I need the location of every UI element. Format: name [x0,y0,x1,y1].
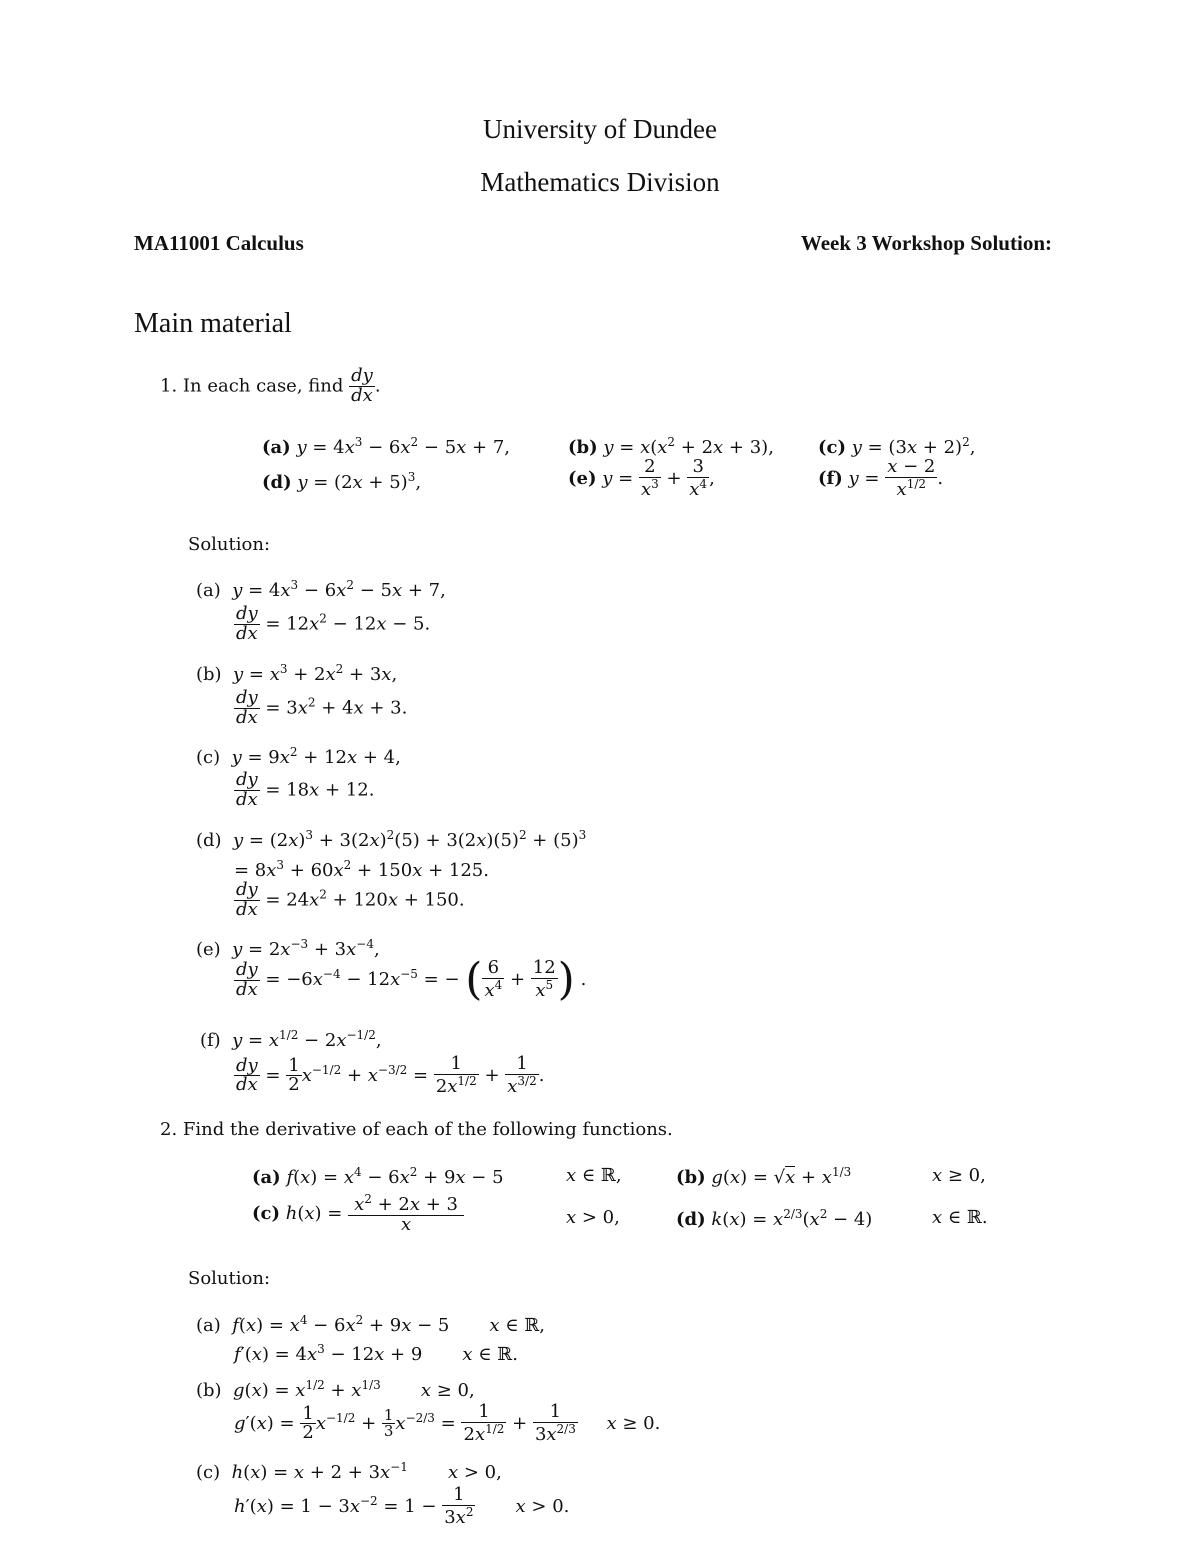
q1-sol-e: (e) $y = 2x^{-3} + 3x^{-4}$, [196,937,380,960]
q2-part-d: (d) $k(x) = x^{2/3}(x^2 - 4)$ [676,1207,873,1230]
q2-part-a-domain: x ∈ ℝ, [566,1165,622,1186]
q1-part-f: (f) y = $\frac{x - 2}{x^{1/2}}$ . [818,456,944,500]
question-prompt: In each case, find [182,375,344,397]
q1-part-a: (a) $y = 4x^3 - 6x^2 - 5x + 7$, [262,435,511,458]
q2-sol-c-deriv: $h'(x) = 1 - 3x^{-2} = 1$ − $\frac{1}{3x^2}$ x > 0. [234,1484,570,1528]
q1-sol-c: (c) $y = 9x^2 + 12x + 4$, [196,745,401,768]
question-number: 1. [160,375,178,397]
q2-sol-b-deriv: g′(x) = $\frac{1}{2}$ $x^{-1/2}$ + $\frac{1}{3}$ $x^{-2/3}$ = $\frac{1}{2x^{1/2}}$ + $\frac{1}{3x^{2/3}}$ x ≥ 0. [234,1401,661,1445]
q1-sol-f-deriv: $\frac{dy}{dx}$ = $\frac{1}{2}$ $x^{-1/2} + x^{-3/2}$ = $\frac{1}{2x^{1/2}}$ + $\frac{1}{x^{3/2}}$ . [236,1053,545,1097]
q2-sol-c: (c) $h(x) = x + 2 + 3x^{-1}$ x > 0, [196,1460,502,1483]
section-heading: Main material [134,308,292,339]
q2-part-b-domain: x ≥ 0, [932,1165,986,1186]
division-title: Mathematics Division [480,167,720,197]
q2-part-a: (a) $f(x) = x^4 - 6x^2 + 9x - 5$ [252,1165,504,1188]
question-2 [160,1119,673,1140]
question-prompt: Find the derivative of each of the following functions. [182,1119,673,1140]
q1-sol-d: (d) $y = (2x)^3 + 3(2x)^2(5) + 3(2x)(5)^2 + (5)^3$ [196,828,587,851]
q1-sol-d-expand: = $8x^3 + 60x^2 + 150x + 125$. [234,858,489,881]
q1-sol-b: (b) $y = x^3 + 2x^2 + 3x$, [196,662,398,685]
q1-sol-a-deriv: $\frac{dy}{dx}$ = $12x^2 - 12x - 5$. [236,603,431,644]
q1-part-e: (e) y = $\frac{2}{x^3}$ + $\frac{3}{x^4}$ , [568,456,715,500]
q2-sol-a: (a) $f(x) = x^4 - 6x^2 + 9x - 5$ x ∈ ℝ, [196,1313,546,1336]
q1-sol-d-deriv: $\frac{dy}{dx}$ = $24x^2 + 120x + 150$. [236,879,465,920]
q2-sol-b: (b) $g(x) = x^{1/2} + x^{1/3}$ x ≥ 0, [196,1378,475,1401]
question-1: 1. In each case, find $\frac{dy}{dx}$ . [160,365,381,406]
q2-part-c-domain: x > 0, [566,1207,620,1228]
q2-part-d-domain: x ∈ ℝ. [932,1207,988,1228]
week-label: Week 3 Workshop Solution: [800,231,1052,255]
course-code: MA11001 Calculus [134,231,304,255]
q1-sol-c-deriv: $\frac{dy}{dx}$ = 18x + 12. [236,769,375,810]
q2-part-b: (b) $g(x) = √x + x^{1/3}$ [676,1165,852,1188]
q2-solution-label: Solution: [188,1268,271,1289]
q1-part-c: (c) $y = (3x + 2)^2$, [818,435,976,458]
q2-sol-a-deriv: $f'(x) = 4x^3 - 12x + 9$ x ∈ ℝ. [234,1342,518,1365]
question-number: 2. [160,1119,178,1140]
university-title: University of Dundee [483,114,717,144]
q1-solution-label: Solution: [188,534,271,555]
q1-part-b: (b) $y = x(x^2 + 2x + 3)$, [568,435,774,458]
q2-part-c: (c) h(x) = $\frac{x^2 + 2x + 3}{x}$ [252,1193,464,1235]
q1-part-d: (d) $y = (2x + 5)^3$, [262,470,422,493]
q1-sol-e-deriv: $\frac{dy}{dx}$ = $-6x^{-4} - 12x^{-5}$ = − ( $\frac{6}{x^4}$ + $\frac{12}{x^5}$ ) . [236,954,587,1005]
q1-sol-f: (f) $y = x^{1/2} - 2x^{-1/2}$, [200,1028,382,1051]
q1-sol-a: (a) $y = 4x^3 - 6x^2 - 5x + 7$, [196,578,446,601]
q1-sol-b-deriv: $\frac{dy}{dx}$ = $3x^2 + 4x + 3$. [236,687,408,728]
